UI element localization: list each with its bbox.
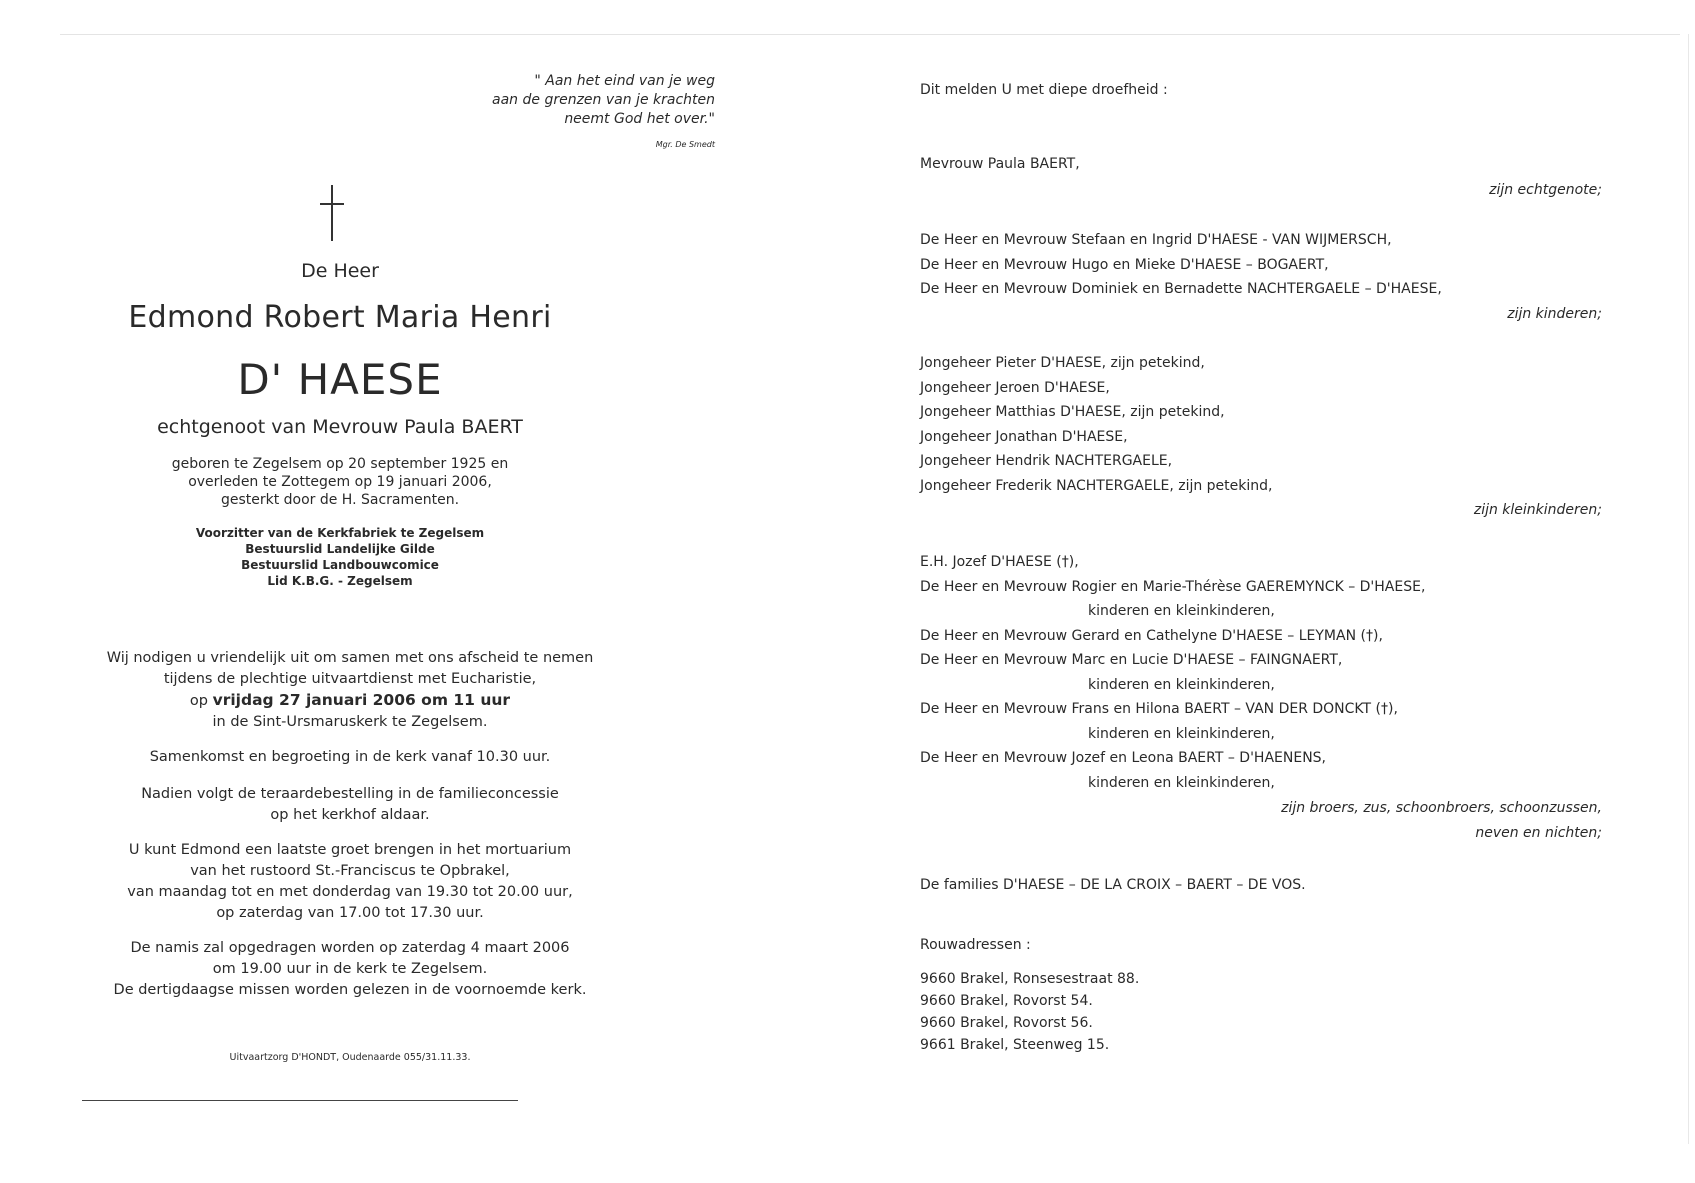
sibling-descendants: kinderen en kleinkinderen,: [1088, 603, 1275, 619]
scan-edge-top: [60, 34, 1680, 35]
invitation-line: in de Sint-Ursmaruskerk te Zegelsem.: [212, 714, 488, 730]
relation-spouse: zijn echtgenote;: [1489, 182, 1602, 198]
grandchild-entry: Jongeheer Jeroen D'HAESE,: [920, 379, 1110, 396]
function-item: Bestuurslid Landelijke Gilde: [245, 542, 435, 556]
death-line: overleden te Zottegem op 19 januari 2006,: [188, 474, 492, 490]
grandchild-entry: Jongeheer Matthias D'HAESE, zijn petekind,: [920, 404, 1225, 420]
birth-death-details: [90, 455, 590, 509]
sacrament-line: gesterkt door de H. Sacramenten.: [220, 492, 460, 508]
burial-info: Nadien volgt de teraardebestelling in de familieconcessie op het kerkhof aldaar.: [141, 786, 559, 823]
visitation-info: U kunt Edmond een laatste groet brengen in het mortuarium van het rustoord St.-Franciscus te Opbrakel, van maandag tot en met donderdag van 19.30 tot 20.00 uur, op zaterdag van 17.00 tot 17.30 uur.: [127, 842, 573, 921]
grandchild-entry: Jongeheer Jonathan D'HAESE,: [920, 428, 1128, 445]
address-entry: 9660 Brakel, Rovorst 56.: [920, 1015, 1093, 1031]
announcement-intro: Dit melden U met diepe droefheid :: [920, 82, 1168, 98]
spouse-entry: Mevrouw Paula BAERT,: [920, 156, 1080, 172]
sibling-entry: De Heer en Mevrouw Gerard en Cathelyne D'HAESE – LEYMAN (†),: [920, 627, 1383, 644]
siblings-list: [920, 550, 1425, 795]
sibling-descendants: kinderen en kleinkinderen,: [1088, 725, 1275, 742]
sibling-entry: De Heer en Mevrouw Frans en Hilona BAERT – VAN DER DONCKT (†),: [920, 701, 1398, 717]
address-entry: 9661 Brakel, Steenweg 15.: [920, 1037, 1110, 1053]
quote-line: " Aan het eind van je weg: [534, 73, 715, 89]
child-entry: De Heer en Mevrouw Dominiek en Bernadette NACHTERGAELE – D'HAESE,: [920, 281, 1442, 297]
quote-author: Mgr. De Smedt: [655, 140, 715, 149]
sibling-descendants: kinderen en kleinkinderen,: [1088, 676, 1275, 693]
relation-siblings: zijn broers, zus, schoonbroers, schoonzussen,: [1281, 800, 1602, 816]
addresses-title: Rouwadressen :: [920, 937, 1031, 953]
sibling-entry: E.H. Jozef D'HAESE (†),: [920, 554, 1079, 570]
address-entry: 9660 Brakel, Ronsesestraat 88.: [920, 971, 1140, 987]
funeral-invitation: [90, 648, 610, 733]
relation-grandchildren: zijn kleinkinderen;: [1473, 502, 1602, 518]
deceased-given-names: Edmond Robert Maria Henri: [128, 300, 552, 335]
function-item: Voorzitter van de Kerkfabriek te Zegelsem: [195, 526, 485, 540]
scan-edge-right: [1688, 34, 1689, 1144]
function-item: Bestuurslid Landbouwcomice: [241, 558, 439, 572]
grandchildren-list: [920, 351, 1272, 498]
addresses-list: [920, 968, 1139, 1056]
epigraph-quote: [420, 72, 715, 129]
address-entry: 9660 Brakel, Rovorst 54.: [920, 993, 1093, 1009]
sibling-entry: De Heer en Mevrouw Rogier en Marie-Thérèse GAEREMYNCK – D'HAESE,: [920, 578, 1426, 595]
birth-line: geboren te Zegelsem op 20 september 1925 en: [171, 456, 509, 472]
grandchild-entry: Jongeheer Pieter D'HAESE, zijn petekind,: [920, 355, 1205, 371]
families-line: De families D'HAESE – DE LA CROIX – BAERT – DE VOS.: [920, 877, 1306, 893]
undertaker-info: Uitvaartzorg D'HONDT, Oudenaarde 055/31.11.33.: [229, 1052, 471, 1063]
spouse-line: echtgenoot van Mevrouw Paula BAERT: [157, 416, 523, 438]
functions-list: [90, 525, 590, 589]
sibling-descendants: kinderen en kleinkinderen,: [1088, 774, 1275, 791]
quote-line: aan de grenzen van je krachten: [492, 92, 715, 108]
sibling-entry: De Heer en Mevrouw Marc en Lucie D'HAESE – FAINGNAERT,: [920, 652, 1343, 668]
gathering-info: Samenkomst en begroeting in de kerk vanaf 10.30 uur.: [149, 749, 551, 765]
cross-icon: [320, 185, 344, 241]
invitation-line: Wij nodigen u vriendelijk uit om samen met ons afscheid te nemen: [106, 650, 594, 666]
grandchild-entry: Jongeheer Frederik NACHTERGAELE, zijn petekind,: [920, 477, 1273, 494]
child-entry: De Heer en Mevrouw Stefaan en Ingrid D'HAESE - VAN WIJMERSCH,: [920, 232, 1392, 248]
grandchild-entry: Jongeheer Hendrik NACHTERGAELE,: [920, 453, 1173, 469]
funeral-date: vrijdag 27 januari 2006 om 11 uur: [212, 691, 511, 709]
mass-info: De namis zal opgedragen worden op zaterdag 4 maart 2006 om 19.00 uur in de kerk te Zegelsem. De dertigdaagse missen worden gelezen in de voornoemde kerk.: [113, 940, 587, 998]
function-item: Lid K.B.G. - Zegelsem: [267, 574, 413, 588]
relation-children: zijn kinderen;: [1507, 306, 1602, 322]
child-entry: De Heer en Mevrouw Hugo en Mieke D'HAESE – BOGAERT,: [920, 256, 1329, 273]
sibling-entry: De Heer en Mevrouw Jozef en Leona BAERT – D'HAENENS,: [920, 750, 1327, 766]
children-list: [920, 228, 1442, 302]
quote-line: neemt God het over.": [564, 111, 715, 127]
invitation-line: tijdens de plechtige uitvaartdienst met Eucharistie,: [163, 671, 537, 687]
relation-cousins: neven en nichten;: [1475, 825, 1602, 841]
invitation-date-line: op vrijdag 27 januari 2006 om 11 uur: [189, 691, 511, 709]
divider-line: [82, 1100, 518, 1101]
deceased-surname: D' HAESE: [237, 355, 443, 404]
deceased-title: De Heer: [301, 260, 379, 282]
